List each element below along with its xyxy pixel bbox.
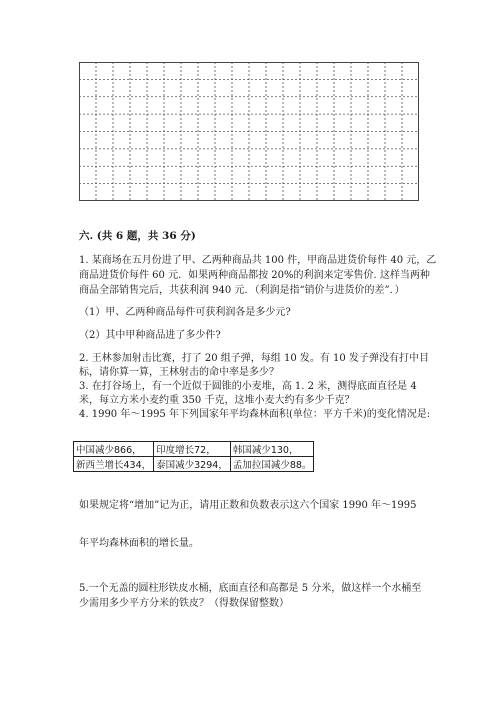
q2-line-1: 2. 王林参加射击比赛，打了 20 组子弹，每组 10 发。有 10 发子弹没有打中目 bbox=[79, 353, 429, 364]
q4-intro: 4. 1990 年～1995 年下列国家年平均森林面积(单位：平方千米)的变化情况是: bbox=[79, 409, 431, 420]
q1-line-1: 1. 某商场在五月份进了甲、乙两种商品共 100 件，甲商品进货价每件 40 元，乙 bbox=[79, 255, 437, 266]
q1-sub-question-1: （1）甲、乙两种商品每件可获利润各是多少元? bbox=[79, 307, 291, 318]
q3-line-2: 米，每立方米小麦约重 350 千克，这堆小麦大约有多少千克？ bbox=[79, 395, 355, 406]
table-cell: 中国减少866， bbox=[74, 442, 154, 457]
table-row bbox=[74, 442, 314, 457]
q4-instruction-line-2: 年平均森林面积的增长量。 bbox=[79, 538, 199, 549]
q1-line-2: 商品进货价每件 60 元．如果两种商品都按 20%的利润来定零售价. 这样当两种 bbox=[79, 270, 430, 281]
table-cell: 印度增长72， bbox=[154, 442, 231, 457]
q5-line-2: 少需用多少平方分米的铁皮？（得数保留整数） bbox=[79, 598, 289, 609]
table-cell: 新西兰增长434， bbox=[74, 457, 154, 472]
q5-line-1: 5.一个无盖的圆柱形铁皮水桶，底面直径和高都是 5 分米，做这样一个水桶至 bbox=[79, 583, 422, 594]
q2-line-2: 标，请你算一算，王林射击的命中率是多少？ bbox=[79, 367, 279, 378]
q1-sub-question-2: （2）其中甲种商品进了多少件? bbox=[79, 330, 221, 341]
q1-line-3: 商品全部销售完后，共获利润 940 元．（利润是指“销价与进货价的差”．） bbox=[79, 285, 405, 296]
q3-line-1: 3. 在打谷场上，有一个近似于圆锥的小麦堆，高 1. 2 米，测得底面直径是 4 bbox=[79, 381, 417, 392]
answer-grid bbox=[79, 62, 419, 201]
q4-instruction-line-1: 如果规定将“增加”记为正，请用正数和负数表示这六个国家 1990 年～1995 bbox=[79, 500, 417, 511]
table-cell: 韩国减少130， bbox=[230, 442, 314, 457]
table-cell: 泰国减少3294， bbox=[154, 457, 231, 472]
forest-area-table bbox=[73, 441, 314, 472]
table-row bbox=[74, 457, 314, 472]
table-cell: 孟加拉国减少88。 bbox=[230, 457, 314, 472]
section-title: 六. (共 6 题，共 36 分) bbox=[79, 230, 196, 242]
